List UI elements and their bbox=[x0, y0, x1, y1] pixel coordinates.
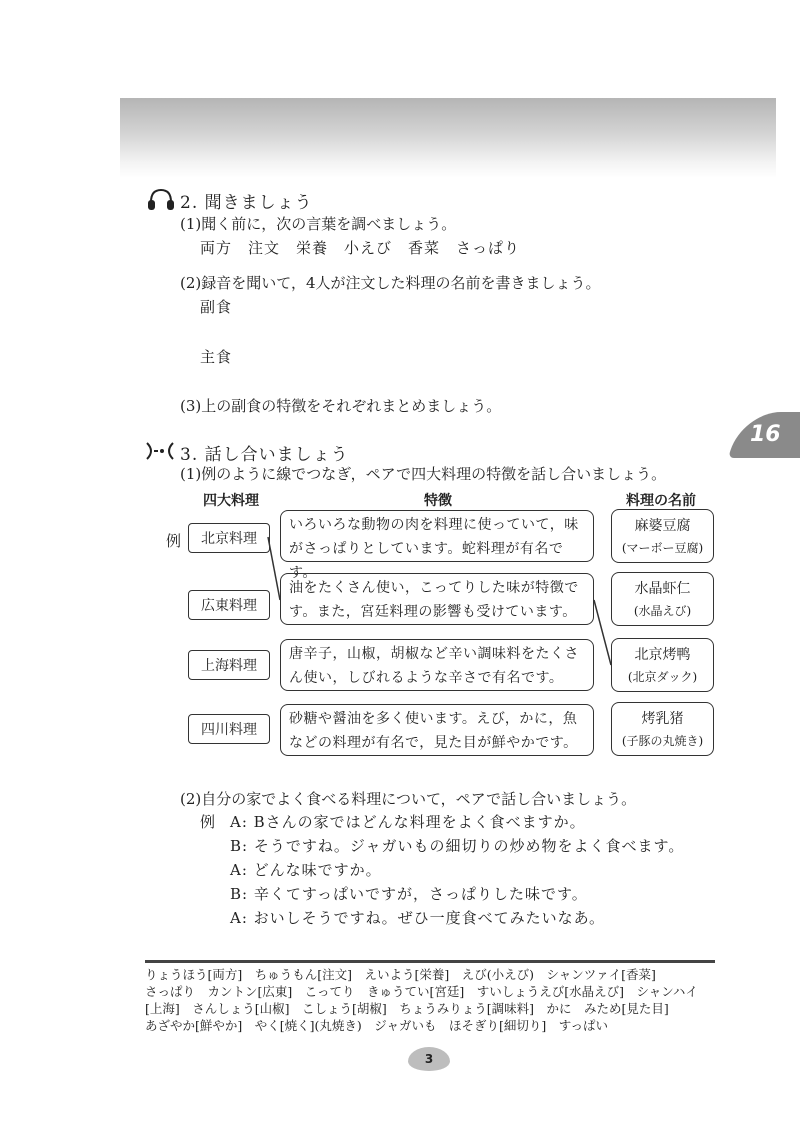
feature-box-2[interactable]: 油をたくさん使い，こってりした味が特徴です。また，宮廷料理の影響も受けています。 bbox=[280, 573, 594, 625]
column-header-cuisines: 四大料理 bbox=[203, 493, 259, 509]
dish-name: 北京烤鸭 bbox=[634, 647, 691, 663]
dialogue-line: A: おいしそうですね。ぜひ一度食べてみたいなあ。 bbox=[230, 909, 606, 927]
feature-box-4[interactable]: 砂糖や醤油を多く使います。えび，かに，魚などの料理が有名で，見た目が鮮やかです。 bbox=[280, 704, 594, 756]
example-line-feature-to-dish bbox=[594, 600, 611, 665]
dialogue-example-marker: 例 bbox=[200, 813, 216, 831]
vocabulary-list bbox=[145, 966, 698, 1034]
conversation-icon bbox=[144, 440, 176, 462]
headphones-icon bbox=[146, 186, 176, 212]
column-header-features: 特徴 bbox=[424, 493, 452, 509]
vocabulary-divider bbox=[145, 960, 715, 963]
cuisine-box-guangdong[interactable]: 広東料理 bbox=[188, 590, 270, 620]
dialogue-line: B: 辛くてすっぱいですが，さっぱりした味です。 bbox=[230, 885, 588, 903]
example-marker: 例 bbox=[166, 532, 182, 550]
dish-box-4[interactable] bbox=[611, 702, 714, 756]
dish-box-1[interactable] bbox=[611, 509, 714, 563]
dish-name: 麻婆豆腐 bbox=[634, 518, 691, 534]
dish-reading: (子豚の丸焼き) bbox=[621, 734, 704, 748]
dish-name: 烤乳猪 bbox=[641, 711, 684, 727]
dish-box-2[interactable] bbox=[611, 572, 714, 626]
dish-reading: (マーボー豆腐) bbox=[621, 541, 704, 555]
dish-name: 水晶虾仁 bbox=[634, 581, 691, 597]
feature-box-3[interactable]: 唐辛子，山椒，胡椒など辛い調味料をたくさん使い，しびれるような辛さで有名です。 bbox=[280, 639, 594, 691]
cuisine-box-beijing[interactable]: 北京料理 bbox=[188, 523, 270, 553]
listening-question-2: (2)録音を聞いて，4人が注文した料理の名前を書きましょう。 bbox=[180, 274, 601, 292]
vocabulary-line: あざやか[鮮やか] やく[焼く](丸焼き) ジャガいも ほそぎり[細切り] すっぱい bbox=[145, 1018, 609, 1033]
column-header-dish-names: 料理の名前 bbox=[626, 493, 696, 509]
listening-question-3: (3)上の副食の特徴をそれぞれまとめましょう。 bbox=[180, 397, 502, 415]
vocabulary-line: りょうほう[両方] ちゅうもん[注文] えいよう[栄養] えび(小えび) シャンツァイ[香菜] bbox=[145, 967, 656, 982]
dialogue-line: A: Bさんの家ではどんな料理をよく食べますか。 bbox=[230, 813, 586, 831]
vocabulary-line: さっぱり カントン[広東] こってり きゅうてい[宮廷] すいしょうえび[水晶えび] シャンハイ bbox=[145, 984, 698, 999]
discussion-question-1: (1)例のように線でつなぎ，ペアで四大料理の特徴を話し合いましょう。 bbox=[180, 465, 667, 483]
dialogue-line: B: そうですね。ジャガいもの細切りの炒め物をよく食べます。 bbox=[230, 837, 685, 855]
side-dish-label: 副食 bbox=[200, 298, 233, 316]
listening-question-1: (1)聞く前に，次の言葉を調べましょう。 bbox=[180, 215, 457, 233]
page-number: 3 bbox=[408, 1047, 450, 1071]
dish-box-3[interactable] bbox=[611, 638, 714, 692]
cuisine-box-shanghai[interactable]: 上海料理 bbox=[188, 650, 270, 680]
cuisine-box-sichuan[interactable]: 四川料理 bbox=[188, 714, 270, 744]
dish-reading: (北京ダック) bbox=[627, 670, 698, 684]
vocabulary-line: [上海] さんしょう[山椒] こしょう[胡椒] ちょうみりょう[調味料] かに みため[見た目] bbox=[145, 1001, 669, 1016]
vocabulary-word-list: 両方 注文 栄養 小えび 香菜 さっぱり bbox=[200, 239, 521, 257]
dialogue-line: A: どんな味ですか。 bbox=[230, 861, 382, 879]
header-banner bbox=[120, 98, 776, 178]
chapter-tab-number: 16 bbox=[750, 422, 781, 447]
section-2-title: 2. 聞きましょう bbox=[180, 193, 313, 213]
discussion-question-2: (2)自分の家でよく食べる料理について，ペアで話し合いましょう。 bbox=[180, 790, 637, 808]
section-3-title: 3. 話し合いましょう bbox=[180, 445, 349, 465]
feature-box-1[interactable]: いろいろな動物の肉を料理に使っていて，味がさっぱりとしています。蛇料理が有名です。 bbox=[280, 510, 594, 562]
main-dish-label: 主食 bbox=[200, 348, 233, 366]
dish-reading: (水晶えび) bbox=[633, 604, 692, 618]
